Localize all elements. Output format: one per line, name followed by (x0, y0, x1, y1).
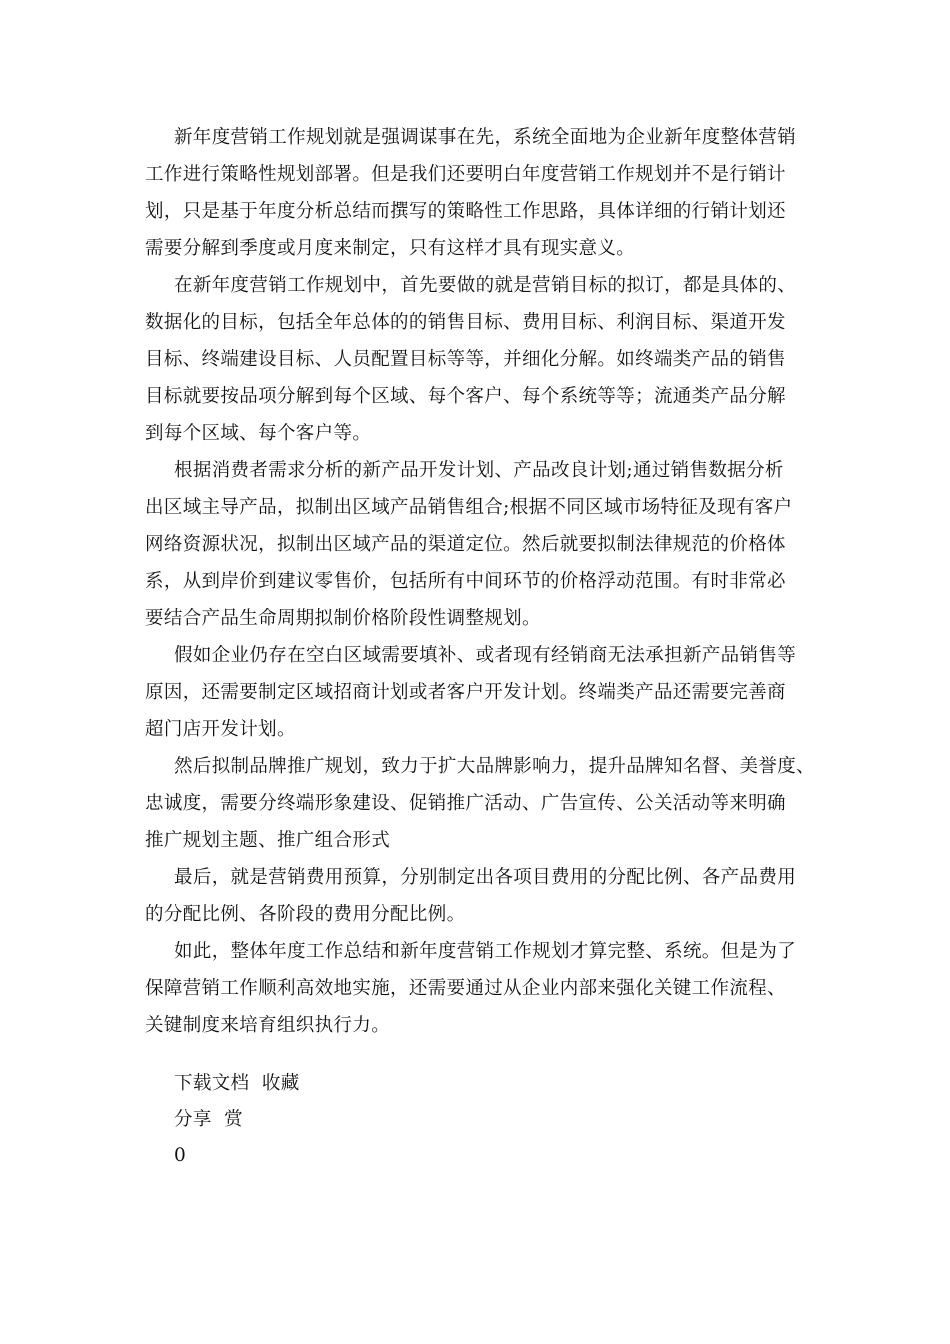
paragraph-line: 推广规划主题、推广组合形式 (145, 830, 391, 851)
paragraph-line: 最后，就是营销费用预算，分别制定出各项目费用的分配比例、各产品费用 (174, 867, 797, 888)
paragraph-line: 新年度营销工作规划就是强调谋事在先，系统全面地为企业新年度整体营销 (174, 127, 797, 148)
action-row-1 (174, 1066, 300, 1102)
paragraph-line: 根据消费者需求分析的新产品开发计划、产品改良计划;通过销售数据分析 (174, 460, 784, 481)
download-document-link[interactable]: 下载文档 (174, 1073, 250, 1094)
paragraph-line: 到每个区域、每个客户等。 (145, 423, 372, 444)
paragraph-line: 关键制度来培育组织执行力。 (145, 1015, 391, 1036)
paragraph-line: 出区域主导产品，拟制出区域产品销售组合;根据不同区域市场特征及现有客户 (145, 497, 793, 518)
paragraph-line: 需要分解到季度或月度来制定，只有这样才具有现实意义。 (145, 238, 636, 259)
paragraph-line: 目标就要按品项分解到每个区域、每个客户、每个系统等等；流通类产品分解 (145, 386, 786, 407)
action-row-2 (174, 1102, 300, 1138)
paragraph-line: 在新年度营销工作规划中，首先要做的就是营销目标的拟订，都是具体的、 (174, 275, 797, 296)
paragraph (145, 933, 817, 1044)
paragraph-line: 工作进行策略性规划部署。但是我们还要明白年度营销工作规划并不是行销计 (145, 164, 786, 185)
paragraph (145, 452, 817, 637)
paragraph (145, 267, 817, 452)
document-actions (174, 1066, 300, 1174)
paragraph-line: 假如企业仍存在空白区域需要填补、或者现有经销商无法承担新产品销售等 (174, 645, 797, 666)
paragraph-line: 超门店开发计划。 (145, 719, 296, 740)
paragraph (145, 748, 817, 859)
paragraph-line: 如此，整体年度工作总结和新年度营销工作规划才算完整、系统。但是为了 (174, 941, 797, 962)
paragraph (145, 119, 817, 267)
paragraph (145, 859, 817, 933)
paragraph-line: 要结合产品生命周期拟制价格阶段性调整规划。 (145, 608, 541, 629)
share-link[interactable]: 分享 (174, 1109, 212, 1130)
favorite-link[interactable]: 收藏 (261, 1073, 300, 1094)
reward-link[interactable]: 赏 (224, 1109, 244, 1130)
document-body (145, 119, 817, 1044)
paragraph (145, 637, 817, 748)
paragraph-line: 目标、终端建设目标、人员配置目标等等，并细化分解。如终端类产品的销售 (145, 349, 786, 370)
paragraph-line: 原因，还需要制定区域招商计划或者客户开发计划。终端类产品还需要完善商 (145, 682, 786, 703)
paragraph-line: 忠诚度，需要分终端形象建设、促销推广活动、广告宣传、公关活动等来明确 (145, 793, 786, 814)
paragraph-line: 保障营销工作顺利高效地实施，还需要通过从企业内部来强化关键工作流程、 (145, 978, 786, 999)
paragraph-line: 划，只是基于年度分析总结而撰写的策略性工作思路，具体详细的行销计划还 (145, 201, 786, 222)
paragraph-line: 数据化的目标，包括全年总体的的销售目标、费用目标、利润目标、渠道开发 (145, 312, 786, 333)
paragraph-line: 的分配比例、各阶段的费用分配比例。 (145, 904, 466, 925)
paragraph-line: 系，从到岸价到建议零售价，包括所有中间环节的价格浮动范围。有时非常必 (145, 571, 786, 592)
reward-count: 0 (174, 1145, 187, 1166)
paragraph-line: 然后拟制品牌推广规划，致力于扩大品牌影响力，提升品牌知名督、美誉度、 (174, 756, 815, 777)
paragraph-line: 网络资源状况，拟制出区域产品的渠道定位。然后就要拟制法律规范的价格体 (145, 534, 786, 555)
